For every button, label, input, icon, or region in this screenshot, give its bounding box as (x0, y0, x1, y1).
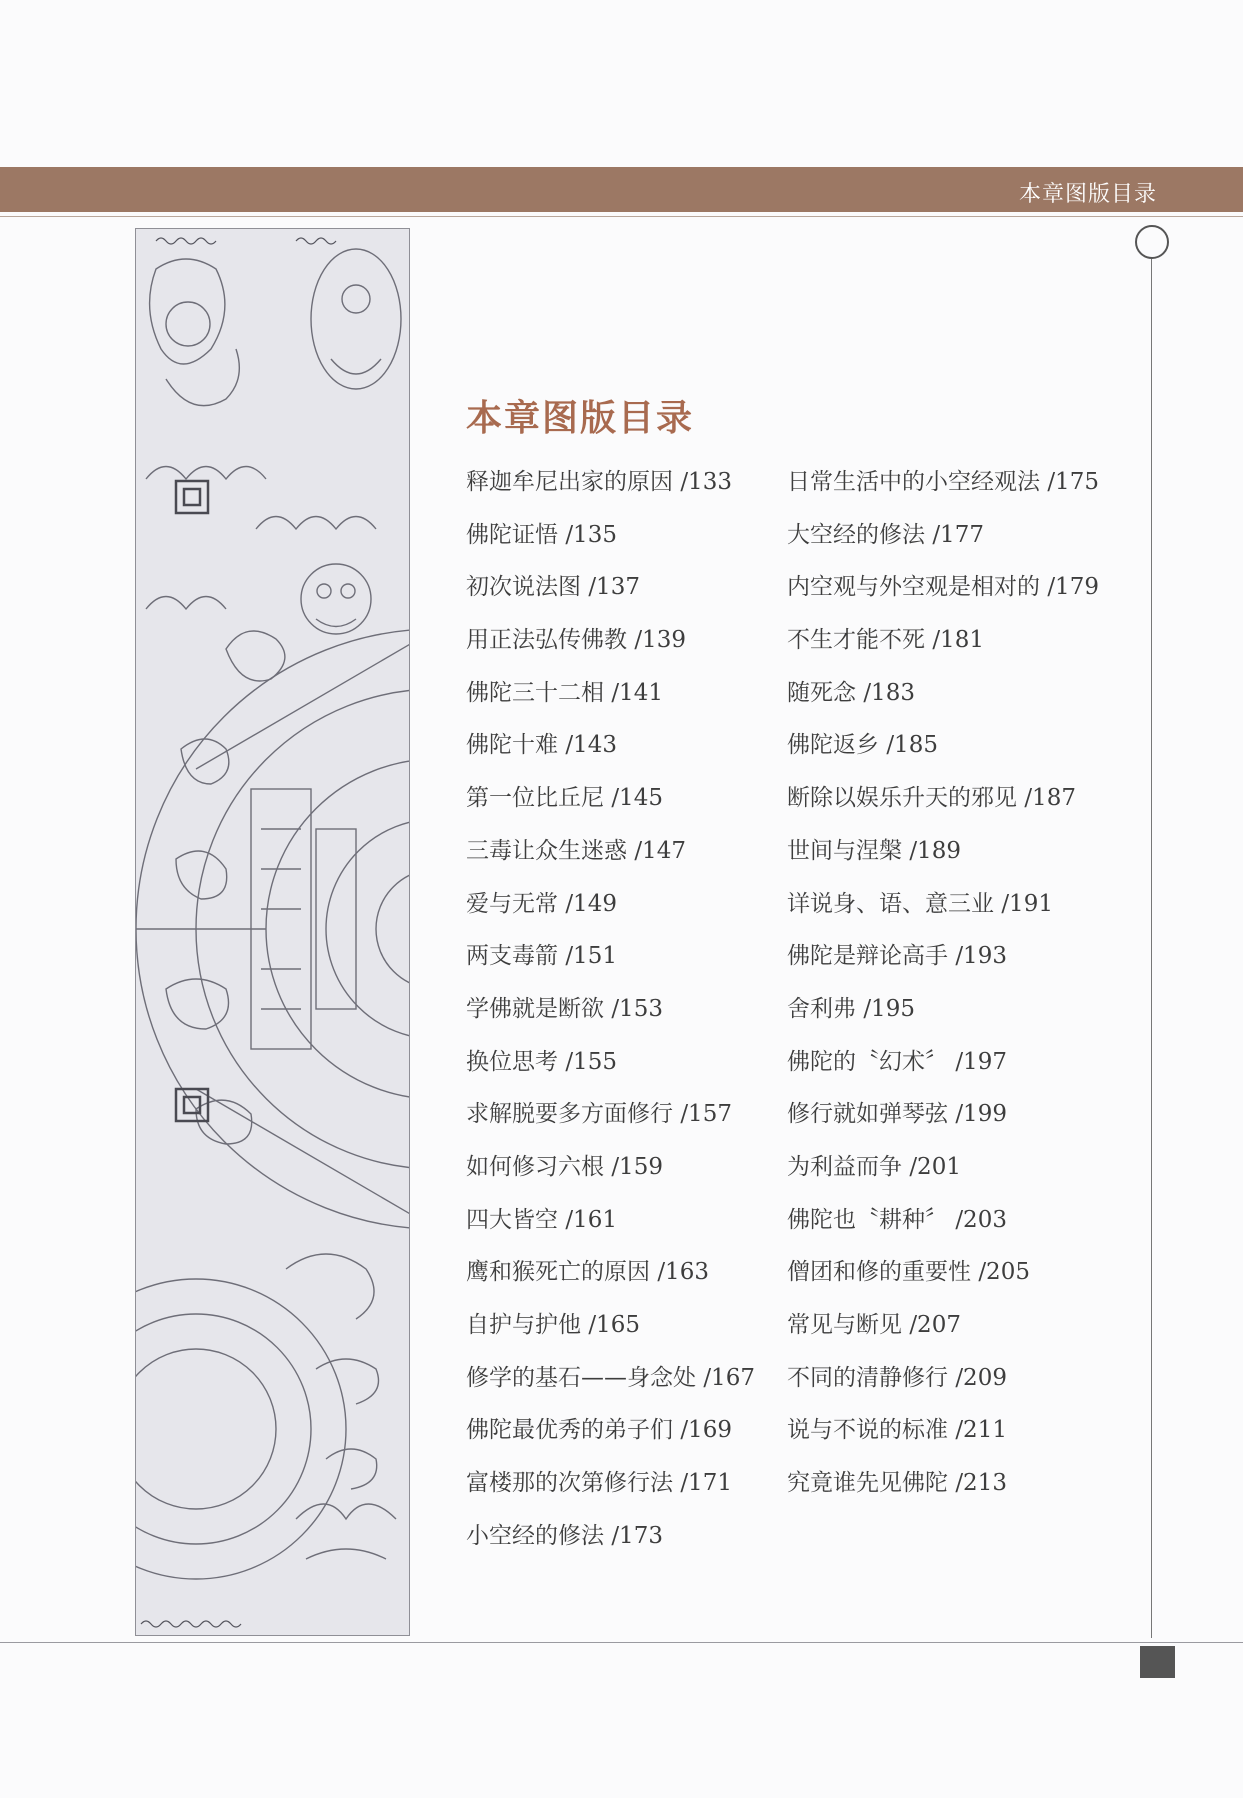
toc-entry-page: /199 (955, 1101, 1007, 1128)
toc-entry-title: 修学的基石——身念处 (466, 1364, 696, 1391)
toc-entry-page: /151 (565, 943, 617, 970)
toc-entry-title: 修行就如弹琴弦 (787, 1101, 948, 1128)
toc-entry-page: /135 (565, 521, 617, 548)
toc-entry-title: 佛陀十难 (466, 732, 558, 759)
toc-entry (787, 1256, 1147, 1309)
toc-entry-title: 爱与无常 (466, 890, 558, 917)
toc-entry (466, 624, 781, 677)
toc-entry-title: 求解脱要多方面修行 (466, 1101, 673, 1128)
toc-entry (466, 571, 781, 624)
toc-entry-title: 佛陀证悟 (466, 521, 558, 548)
toc-entry (787, 1362, 1147, 1415)
toc-entry (466, 1414, 781, 1467)
toc-entry (466, 782, 781, 835)
toc-entry (787, 888, 1147, 941)
header-divider (0, 216, 1243, 217)
toc-entry-title: 为利益而争 (787, 1153, 902, 1180)
toc-entry (787, 571, 1147, 624)
toc-entry (787, 1204, 1147, 1257)
toc-entry-title: 三毒让众生迷惑 (466, 837, 627, 864)
toc-entry-page: /173 (611, 1522, 663, 1549)
toc-entry-page: /201 (909, 1153, 961, 1180)
toc-entry-page: /139 (634, 627, 686, 654)
toc-entry (787, 1151, 1147, 1204)
toc-entry-page: /207 (909, 1312, 961, 1338)
toc-entry-title: 佛陀是辩论高手 (787, 943, 948, 970)
toc-entry-page: /141 (611, 679, 663, 706)
circle-marker-icon (1135, 225, 1169, 259)
toc-entry (787, 466, 1147, 519)
toc-entry-page: /175 (1047, 469, 1099, 495)
toc-entry-title: 佛陀的〝幻术〞 (787, 1048, 948, 1075)
toc-entry-page: /177 (932, 521, 984, 548)
toc-entry-page: /165 (588, 1312, 640, 1338)
toc-entry-title: 鹰和猴死亡的原因 (466, 1259, 650, 1286)
toc-entry-page: /181 (932, 627, 984, 654)
toc-column-right (787, 466, 1147, 1520)
toc-entry-page: /193 (955, 943, 1007, 970)
toc-entry-title: 换位思考 (466, 1048, 558, 1075)
toc-entry (787, 1098, 1147, 1151)
vertical-guide-line (1151, 259, 1152, 1638)
toc-entry-title: 断除以娱乐升天的邪见 (787, 785, 1017, 812)
toc-entry-title: 究竟谁先见佛陀 (787, 1470, 948, 1497)
toc-entry (466, 1098, 781, 1151)
toc-entry-page: /149 (565, 890, 617, 917)
toc-entry-title: 随死念 (787, 679, 856, 706)
toc-entry (466, 466, 781, 519)
toc-entry-page: /213 (955, 1470, 1007, 1497)
toc-entry-page: /161 (565, 1206, 617, 1233)
toc-entry-title: 日常生活中的小空经观法 (787, 469, 1040, 495)
toc-entry-title: 小空经的修法 (466, 1522, 604, 1549)
toc-entry-page: /171 (680, 1470, 732, 1497)
toc-entry-title: 释迦牟尼出家的原因 (466, 469, 673, 495)
toc-entry-page: /183 (863, 679, 915, 706)
toc-entry-title: 佛陀也〝耕种〞 (787, 1206, 948, 1233)
toc-entry-title: 说与不说的标准 (787, 1417, 948, 1444)
toc-entry-page: /195 (863, 995, 915, 1022)
toc-entry-page: /209 (955, 1364, 1007, 1391)
toc-entry-title: 常见与断见 (787, 1312, 902, 1338)
toc-entry-page: /211 (955, 1417, 1007, 1444)
toc-entry (466, 993, 781, 1046)
toc-entry-page: /147 (634, 837, 686, 864)
toc-entry-page: /133 (680, 469, 732, 495)
toc-entry-page: /153 (611, 995, 663, 1022)
toc-entry-page: /169 (680, 1417, 732, 1444)
toc-entry-title: 不生才能不死 (787, 627, 925, 654)
toc-entry-title: 自护与护他 (466, 1312, 581, 1338)
toc-entry-title: 世间与涅槃 (787, 837, 902, 864)
toc-entry-title: 详说身、语、意三业 (787, 890, 994, 917)
toc-entry-page: /185 (886, 732, 938, 759)
running-head: 本章图版目录 (1018, 182, 1157, 207)
toc-entry-page: /145 (611, 785, 663, 812)
toc-entry-title: 佛陀三十二相 (466, 679, 604, 706)
toc-entry-page: /189 (909, 837, 961, 864)
toc-entry (787, 729, 1147, 782)
toc-entry-title: 用正法弘传佛教 (466, 627, 627, 654)
toc-entry (787, 519, 1147, 572)
toc-entry (466, 519, 781, 572)
toc-entry-title: 如何修习六根 (466, 1153, 604, 1180)
toc-entry (466, 1256, 781, 1309)
toc-entry (466, 729, 781, 782)
toc-entry (787, 677, 1147, 730)
toc-entry-page: /167 (703, 1364, 755, 1391)
toc-entry-title: 舍利弗 (787, 995, 856, 1022)
toc-entry-title: 初次说法图 (466, 574, 581, 601)
toc-entry-page: /187 (1024, 785, 1076, 812)
chapter-plates-title: 本章图版目录 (466, 398, 695, 439)
toc-entry-title: 学佛就是断欲 (466, 995, 604, 1022)
toc-entry-title: 两支毒箭 (466, 943, 558, 970)
toc-entry-page: /179 (1047, 574, 1099, 601)
footer-divider (0, 1642, 1243, 1643)
toc-entry-page: /203 (955, 1206, 1007, 1233)
thangka-illustration (135, 228, 410, 1636)
toc-entry (466, 1362, 781, 1415)
toc-entry-title: 僧团和修的重要性 (787, 1259, 971, 1286)
toc-entry-page: /157 (680, 1101, 732, 1128)
toc-entry-page: /163 (657, 1259, 709, 1286)
page-tab-marker (1140, 1646, 1175, 1678)
toc-entry (787, 993, 1147, 1046)
toc-entry-title: 佛陀返乡 (787, 732, 879, 759)
toc-entry-page: /191 (1001, 890, 1053, 917)
toc-entry (466, 1309, 781, 1362)
toc-entry (466, 835, 781, 888)
toc-entry-title: 不同的清静修行 (787, 1364, 948, 1391)
toc-entry-page: /155 (565, 1048, 617, 1075)
toc-entry (787, 1414, 1147, 1467)
toc-entry (466, 888, 781, 941)
toc-entry-title: 佛陀最优秀的弟子们 (466, 1417, 673, 1444)
toc-entry (466, 940, 781, 993)
toc-entry-page: /205 (978, 1259, 1030, 1286)
toc-entry-title: 四大皆空 (466, 1206, 558, 1233)
toc-entry-page: /137 (588, 574, 640, 601)
toc-entry-page: /159 (611, 1153, 663, 1180)
toc-entry (466, 1467, 781, 1520)
toc-entry (787, 1309, 1147, 1362)
toc-entry-page: /197 (955, 1048, 1007, 1075)
toc-column-left (466, 466, 781, 1572)
toc-entry (466, 1520, 781, 1573)
toc-entry (787, 1467, 1147, 1520)
toc-entry (787, 940, 1147, 993)
toc-entry (466, 677, 781, 730)
toc-entry (787, 624, 1147, 677)
toc-entry-page: /143 (565, 732, 617, 759)
toc-entry (466, 1204, 781, 1257)
toc-entry (787, 835, 1147, 888)
toc-entry (466, 1151, 781, 1204)
toc-entry-title: 富楼那的次第修行法 (466, 1470, 673, 1497)
toc-entry (466, 1046, 781, 1099)
toc-entry-title: 内空观与外空观是相对的 (787, 574, 1040, 601)
toc-entry-title: 第一位比丘尼 (466, 785, 604, 812)
toc-entry (787, 1046, 1147, 1099)
toc-entry (787, 782, 1147, 835)
toc-entry-title: 大空经的修法 (787, 521, 925, 548)
